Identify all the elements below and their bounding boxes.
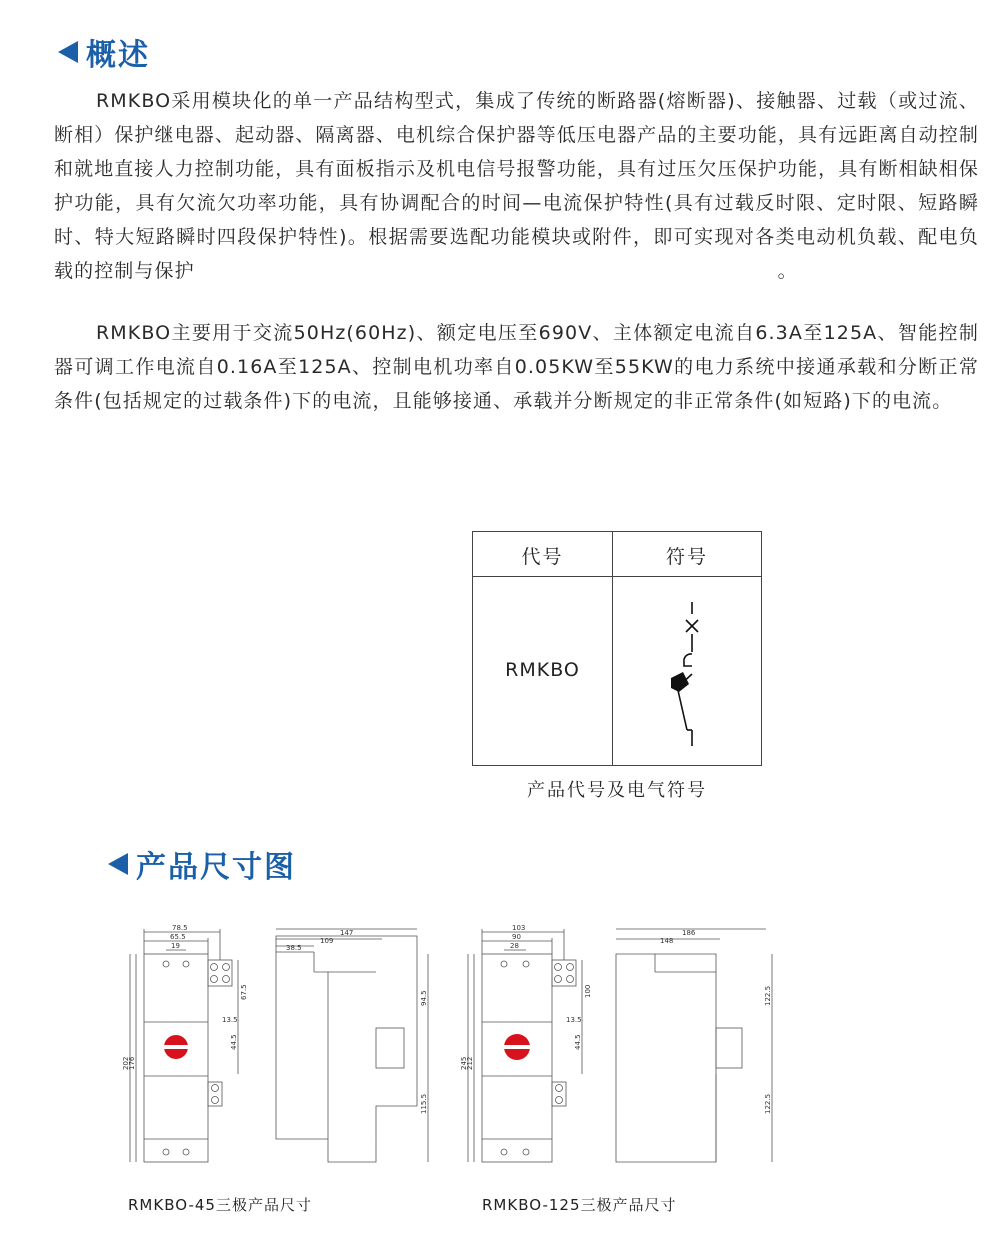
header-code: 代号 xyxy=(521,546,564,568)
svg-text:202: 202 xyxy=(122,1056,130,1070)
header-symbol: 符号 xyxy=(665,546,708,568)
svg-text:90: 90 xyxy=(512,933,521,941)
dimension-drawing-45 xyxy=(120,924,450,1170)
svg-text:245: 245 xyxy=(460,1056,468,1070)
section-title: 产品尺寸图 xyxy=(136,850,296,885)
section-title: 概述 xyxy=(86,38,150,73)
electrical-symbol-icon xyxy=(613,578,761,764)
svg-text:103: 103 xyxy=(512,924,526,932)
triangle-left-icon xyxy=(108,853,128,875)
drawing-caption-125: RMKBO-125三极产品尺寸 xyxy=(482,1196,677,1214)
svg-text:115.5: 115.5 xyxy=(420,1093,428,1114)
section-heading-overview xyxy=(58,30,150,74)
paragraph-intro: RMKBO采用模块化的单一产品结构型式，集成了传统的断路器(熔断器)、接触器、过载（或过流、断相）保护继电器、起动器、隔离器、电机综合保护器等低压电器产品的主要功能，具有远距离自动控制和就地直接人力控制功能，具有面板指示及机电信号报警功能，具有过压欠压保护功能，具有断相缺相保护功能，具有欠流欠功率功能，具有协调配合的时间—电流保护特性(具有过载反时限、定时限、短路瞬时、特大短路瞬时四段保护特性)。根据需要选配功能模块或附件，即可实现对各类电动机负载、配电负载的控制与保护 。 xyxy=(54,90,979,282)
svg-text:212: 212 xyxy=(466,1056,474,1070)
svg-text:122.5: 122.5 xyxy=(764,1093,772,1114)
svg-text:94.5: 94.5 xyxy=(420,990,428,1006)
svg-text:44.5: 44.5 xyxy=(230,1034,238,1050)
svg-text:176: 176 xyxy=(128,1056,136,1070)
svg-text:78.5: 78.5 xyxy=(172,924,188,932)
svg-text:65.5: 65.5 xyxy=(170,933,186,941)
svg-text:19: 19 xyxy=(171,942,180,950)
section-heading-dimensions xyxy=(108,842,296,886)
svg-text:148: 148 xyxy=(660,937,674,945)
code-symbol-table xyxy=(472,531,762,766)
svg-text:186: 186 xyxy=(682,929,696,937)
drawing-caption-45: RMKBO-45三极产品尺寸 xyxy=(128,1196,312,1214)
dimension-drawing-125 xyxy=(460,924,790,1170)
svg-text:122.5: 122.5 xyxy=(764,985,772,1006)
table-caption: 产品代号及电气符号 xyxy=(527,780,707,801)
svg-text:44.5: 44.5 xyxy=(574,1034,582,1050)
svg-text:100: 100 xyxy=(584,984,592,998)
svg-text:67.5: 67.5 xyxy=(240,984,248,1000)
svg-text:13.5: 13.5 xyxy=(222,1016,238,1024)
svg-text:28: 28 xyxy=(510,942,519,950)
triangle-left-icon xyxy=(58,41,78,63)
svg-text:147: 147 xyxy=(340,929,354,937)
svg-text:13.5: 13.5 xyxy=(566,1016,582,1024)
product-code: RMKBO xyxy=(505,659,580,681)
svg-text:109: 109 xyxy=(320,937,334,945)
paragraph-usage: RMKBO主要用于交流50Hz(60Hz)、额定电压至690V、主体额定电流自6.3A至125A、智能控制器可调工作电流自0.16A至125A、控制电机功率自0.05KW至55KW的电力系统中接通承载和分断正常条件(包括规定的过载条件)下的电流，且能够接通、承载并分断规定的非正常条件(如短路)下的电流。 xyxy=(54,322,979,412)
svg-text:38.5: 38.5 xyxy=(286,944,302,952)
